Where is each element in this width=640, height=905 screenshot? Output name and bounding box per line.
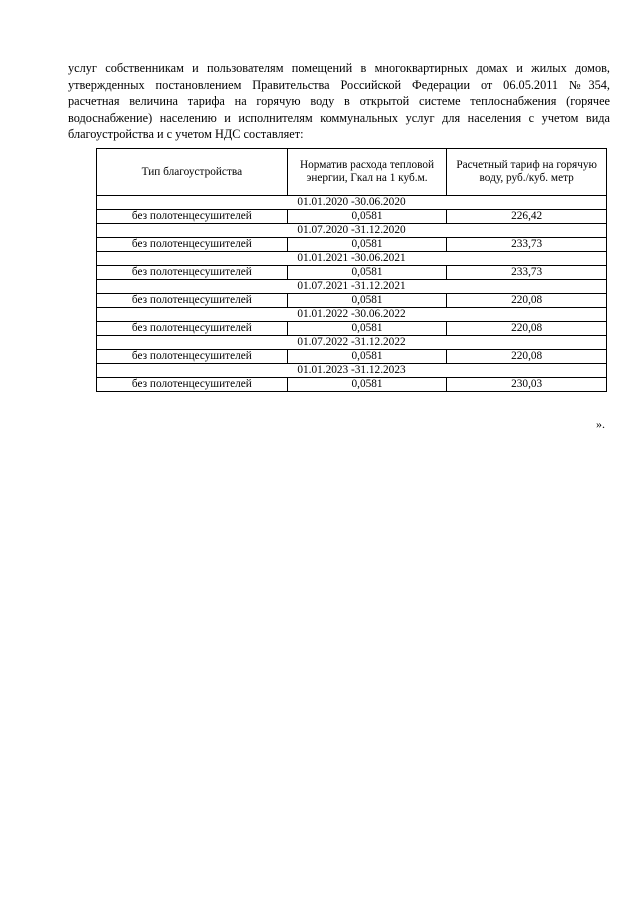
period-row — [97, 224, 607, 238]
period-cell: 01.07.2021 -31.12.2021 — [97, 280, 607, 294]
period-cell: 01.07.2020 -31.12.2020 — [97, 224, 607, 238]
norm-cell: 0,0581 — [287, 210, 447, 224]
period-row — [97, 252, 607, 266]
type-cell: без полотенцесушителей — [97, 350, 288, 364]
type-cell: без полотенцесушителей — [97, 322, 288, 336]
period-cell: 01.01.2021 -30.06.2021 — [97, 252, 607, 266]
table-row — [97, 294, 607, 308]
norm-cell: 0,0581 — [287, 294, 447, 308]
tariff-table-body — [97, 196, 607, 392]
table-row — [97, 322, 607, 336]
tariff-table — [96, 148, 607, 392]
table-row — [97, 350, 607, 364]
norm-cell: 0,0581 — [287, 322, 447, 336]
closing-mark: ». — [596, 417, 605, 431]
header-tariff: Расчетный тариф на горячую воду, руб./куб. метр — [447, 149, 607, 196]
tariff-cell: 226,42 — [447, 210, 607, 224]
table-header-row — [97, 149, 607, 196]
table-row — [97, 266, 607, 280]
intro-paragraph — [68, 60, 610, 143]
paragraph-line: утвержденных постановлением Правительства Российской Федерации от 06.05.2011 №354, — [68, 77, 610, 92]
paragraph-line: благоустройства и с учетом НДС составляет: — [68, 127, 304, 142]
type-cell: без полотенцесушителей — [97, 238, 288, 252]
tariff-cell: 233,73 — [447, 266, 607, 280]
tariff-cell: 233,73 — [447, 238, 607, 252]
header-norm: Норматив расхода тепловой энергии, Гкал на 1 куб.м. — [287, 149, 447, 196]
period-row — [97, 364, 607, 378]
paragraph-line: водоснабжение) населению и исполнителям коммунальных услуг для населения с учетом вида — [68, 110, 610, 125]
type-cell: без полотенцесушителей — [97, 294, 288, 308]
norm-cell: 0,0581 — [287, 350, 447, 364]
tariff-cell: 220,08 — [447, 350, 607, 364]
type-cell: без полотенцесушителей — [97, 378, 288, 392]
period-row — [97, 336, 607, 350]
tariff-cell: 220,08 — [447, 322, 607, 336]
period-cell: 01.01.2022 -30.06.2022 — [97, 308, 607, 322]
table-row — [97, 210, 607, 224]
norm-cell: 0,0581 — [287, 238, 447, 252]
period-cell: 01.07.2022 -31.12.2022 — [97, 336, 607, 350]
paragraph-line: расчетная величина тарифа на горячую воду в открытой системе теплоснабжения (горячее — [68, 94, 610, 109]
period-row — [97, 280, 607, 294]
type-cell: без полотенцесушителей — [97, 210, 288, 224]
table-row — [97, 378, 607, 392]
period-cell: 01.01.2020 -30.06.2020 — [97, 196, 607, 210]
paragraph-line: услуг собственникам и пользователям помещений в многоквартирных домах и жилых домов, — [68, 61, 610, 75]
period-cell: 01.01.2023 -31.12.2023 — [97, 364, 607, 378]
table-row — [97, 238, 607, 252]
type-cell: без полотенцесушителей — [97, 266, 288, 280]
tariff-cell: 230,03 — [447, 378, 607, 392]
norm-cell: 0,0581 — [287, 266, 447, 280]
tariff-cell: 220,08 — [447, 294, 607, 308]
period-row — [97, 196, 607, 210]
period-row — [97, 308, 607, 322]
norm-cell: 0,0581 — [287, 378, 447, 392]
header-type: Тип благоустройства — [97, 149, 288, 196]
